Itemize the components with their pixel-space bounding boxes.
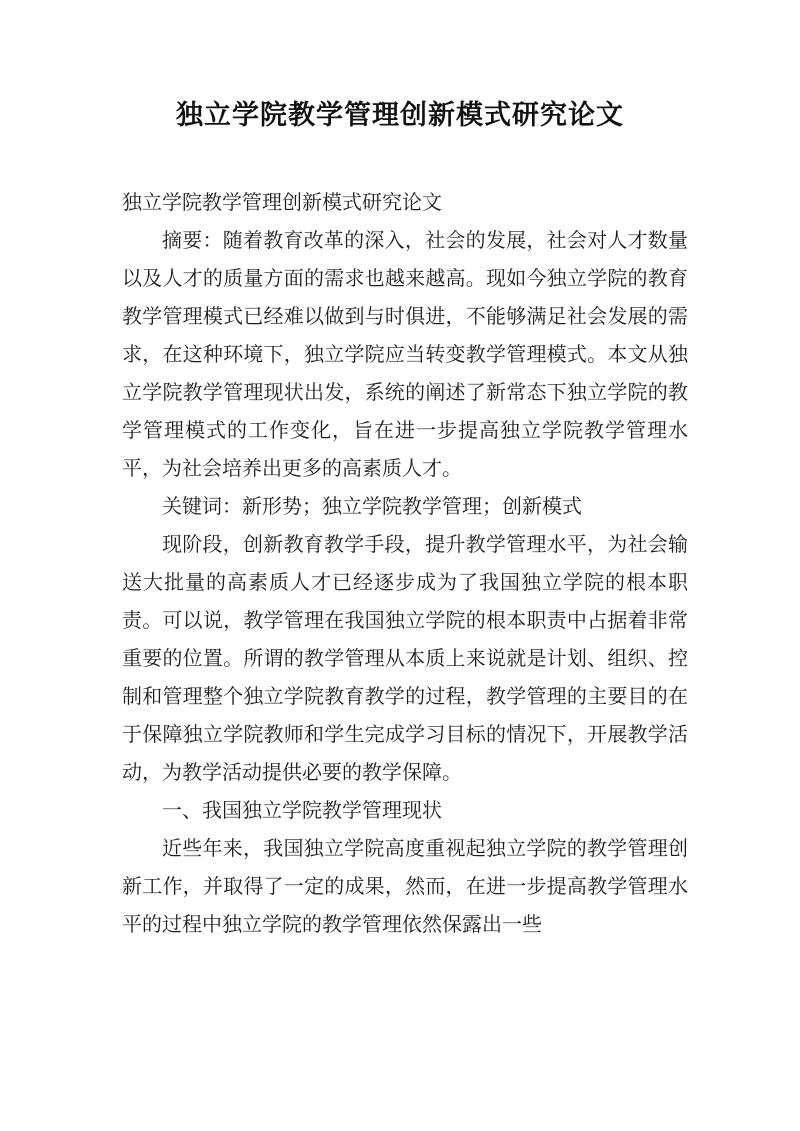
paragraph-section-1: 近些年来，我国独立学院高度重视起独立学院的教学管理创新工作，并取得了一定的成果，然而，在进一步提高教学管理水平的过程中独立学院的教学管理依然保露出一些 (122, 836, 688, 936)
paragraph-abstract: 摘要：随着教育改革的深入，社会的发展，社会对人才数量以及人才的质量方面的需求也越来越高。现如今独立学院的教育教学管理模式已经难以做到与时俱进，不能够满足社会发展的需求，在这种环境下，独立学院应当转变教学管理模式。本文从独立学院教学管理现状出发，系统的阐述了新常态下独立学院的教学管理模式的工作变化，旨在进一步提高独立学院教学管理水平，为社会培养出更多的高素质人才。 (122, 228, 688, 480)
section-heading-1: 一、我国独立学院教学管理现状 (162, 798, 442, 822)
document-title: 独立学院教学管理创新模式研究论文 (176, 100, 624, 131)
paragraph-repeated-title: 独立学院教学管理创新模式研究论文 (122, 190, 442, 214)
document-body (122, 183, 688, 943)
paragraph-introduction: 现阶段，创新教育教学手段，提升教学管理水平，为社会输送大批量的高素质人才已经逐步成为了我国独立学院的根本职责。可以说，教学管理在我国独立学院的根本职责中占据着非常重要的位置。所谓的教学管理从本质上来说就是计划、组织、控制和管理整个独立学院教育教学的过程，教学管理的主要目的在于保障独立学院教师和学生完成学习目标的情况下，开展教学活动，为教学活动提供必要的教学保障。 (122, 532, 688, 784)
paragraph-keywords: 关键词：新形势；独立学院教学管理；创新模式 (162, 494, 582, 518)
